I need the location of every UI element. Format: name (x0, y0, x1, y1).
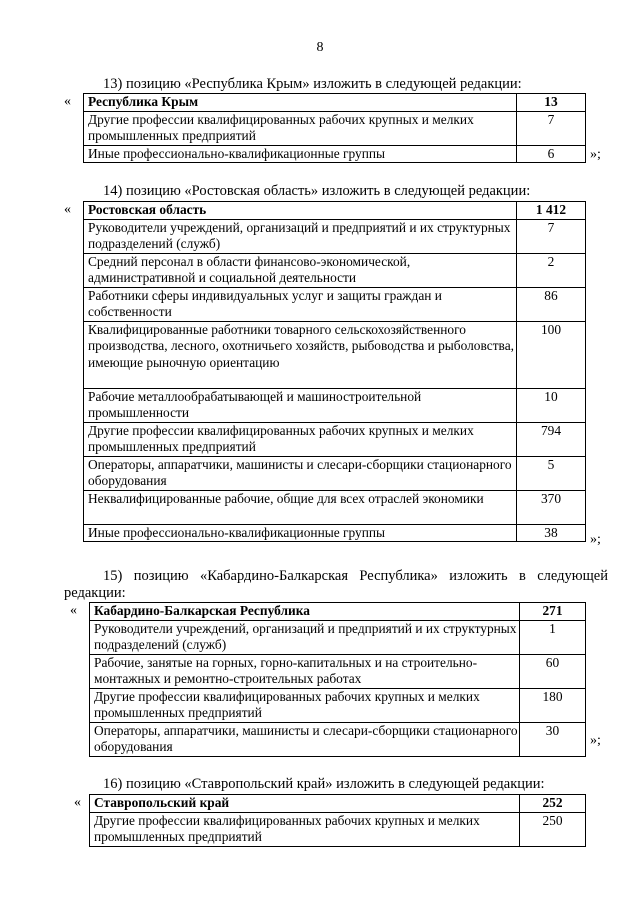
category-value: 180 (520, 688, 586, 722)
section-13-close-quote: »; (590, 147, 601, 162)
category-label: Средний персонал в области финансово-экономической, административной и социальной деятельности (84, 253, 517, 287)
table-row (84, 490, 586, 524)
category-label: Рабочие металлообрабатывающей и машиностроительной промышленности (84, 388, 517, 422)
category-value: 86 (517, 287, 586, 321)
region-total: 13 (517, 94, 586, 112)
category-value: 2 (517, 253, 586, 287)
section-16-open-quote: « (74, 795, 81, 810)
section-14-heading: 14) позицию «Ростовская область» изложить в следующей редакции: (103, 183, 531, 199)
category-value: 6 (517, 145, 586, 163)
category-label: Рабочие, занятые на горных, горно-капитальных и на строительно-монтажных и ремонтно-строительных работах (90, 654, 520, 688)
category-label: Руководители учреждений, организаций и предприятий и их структурных подразделений (служб) (84, 219, 517, 253)
category-label: Операторы, аппаратчики, машинисты и слесари-сборщики стационарного оборудования (90, 722, 520, 756)
table-row (84, 388, 586, 422)
section-14-open-quote: « (64, 202, 71, 217)
section-15-heading-cont: редакции: (64, 585, 126, 601)
category-value: 100 (517, 321, 586, 388)
section-15-open-quote: « (70, 603, 77, 618)
region-total: 1 412 (517, 202, 586, 220)
section-13-table (83, 93, 586, 163)
region-name: Кабардино-Балкарская Республика (90, 603, 520, 621)
region-row (90, 603, 586, 621)
category-value: 30 (520, 722, 586, 756)
category-value: 370 (517, 490, 586, 524)
table-row (84, 145, 586, 163)
table-row (90, 688, 586, 722)
section-15-heading: 15) позицию «Кабардино-Балкарская Республика» изложить в следующей (103, 568, 608, 584)
table-row (84, 287, 586, 321)
category-label: Руководители учреждений, организаций и предприятий и их структурных подразделений (служб) (90, 620, 520, 654)
region-name: Ставропольский край (90, 795, 520, 813)
category-label: Другие профессии квалифицированных рабочих крупных и мелких промышленных предприятий (84, 111, 517, 145)
table-row (90, 812, 586, 846)
region-row (84, 202, 586, 220)
category-value: 7 (517, 219, 586, 253)
region-row (90, 795, 586, 813)
category-value: 250 (520, 812, 586, 846)
section-16-heading: 16) позицию «Ставропольский край» изложить в следующей редакции: (103, 776, 545, 792)
category-value: 38 (517, 524, 586, 542)
table-row (84, 524, 586, 542)
category-value: 1 (520, 620, 586, 654)
category-label: Операторы, аппаратчики, машинисты и слесари-сборщики стационарного оборудования (84, 456, 517, 490)
table-row (84, 456, 586, 490)
category-value: 5 (517, 456, 586, 490)
table-row (90, 620, 586, 654)
category-label: Иные профессионально-квалификационные группы (84, 524, 517, 542)
category-label: Другие профессии квалифицированных рабочих крупных и мелких промышленных предприятий (84, 422, 517, 456)
region-total: 252 (520, 795, 586, 813)
section-14-table (83, 201, 586, 542)
section-16-table (89, 794, 586, 847)
category-value: 794 (517, 422, 586, 456)
table-row (84, 321, 586, 388)
section-13-open-quote: « (64, 94, 71, 109)
table-row (84, 219, 586, 253)
table-row (90, 654, 586, 688)
category-value: 7 (517, 111, 586, 145)
region-name: Республика Крым (84, 94, 517, 112)
page-number: 8 (316, 40, 324, 55)
category-value: 10 (517, 388, 586, 422)
category-label: Неквалифицированные рабочие, общие для всех отраслей экономики (84, 490, 517, 524)
category-label: Квалифицированные работники товарного сельскохозяйственного производства, лесного, охотничьего хозяйств, рыбоводства и рыболовства, имеющие рыночную ориентацию (84, 321, 517, 388)
region-name: Ростовская область (84, 202, 517, 220)
section-13-heading: 13) позицию «Республика Крым» изложить в следующей редакции: (103, 76, 522, 92)
section-15-close-quote: »; (590, 733, 601, 748)
region-total: 271 (520, 603, 586, 621)
region-row (84, 94, 586, 112)
category-label: Другие профессии квалифицированных рабочих крупных и мелких промышленных предприятий (90, 688, 520, 722)
section-15-table (89, 602, 586, 757)
table-row (84, 111, 586, 145)
section-14-close-quote: »; (590, 532, 601, 547)
table-row (90, 722, 586, 756)
category-label: Другие профессии квалифицированных рабочих крупных и мелких промышленных предприятий (90, 812, 520, 846)
category-label: Работники сферы индивидуальных услуг и защиты граждан и собственности (84, 287, 517, 321)
table-row (84, 253, 586, 287)
table-row (84, 422, 586, 456)
category-value: 60 (520, 654, 586, 688)
category-label: Иные профессионально-квалификационные группы (84, 145, 517, 163)
